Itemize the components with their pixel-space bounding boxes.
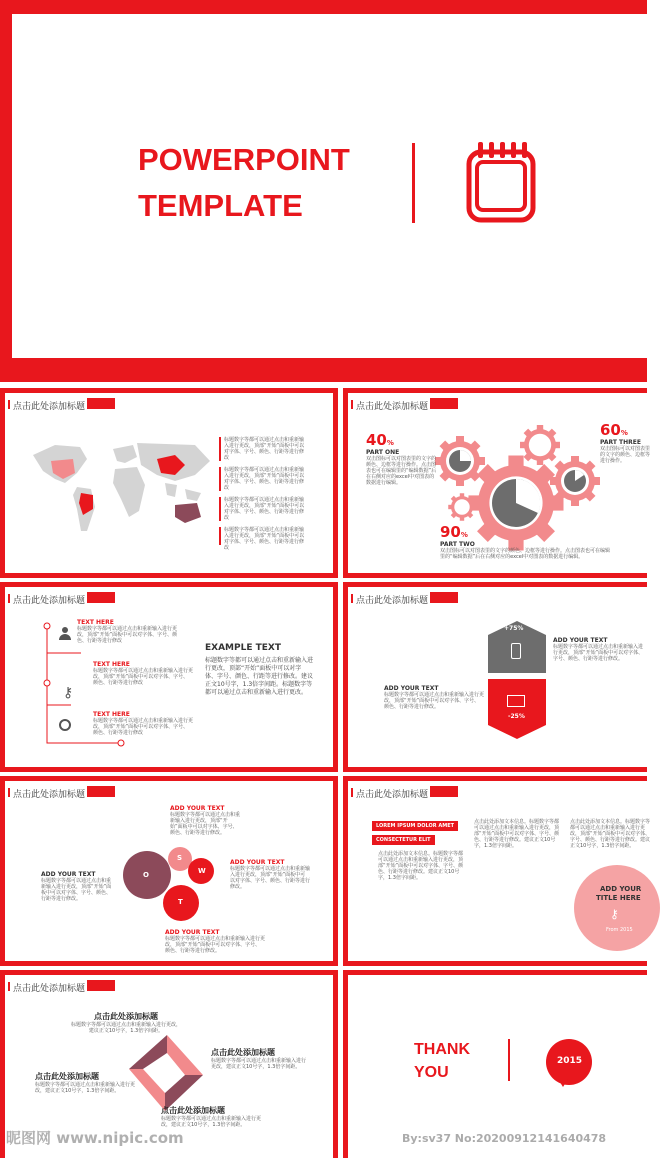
user-icon (59, 627, 71, 641)
slide-title: 点击此处添加标题 (13, 593, 85, 606)
map-note: 标题数字等都可以通过点击和重新输入进行更改，顶部“开始”面板中可以对字体、字号、颜色、行距等进行修改 (219, 437, 307, 461)
example-body: 标题数字等都可以通过点击和重新输入进行更改，顶部“开始”面板中可以对字体、字号、颜色、行距等进行修改。建议正文10号字，1.3倍字间距。标题数字等都可以通过点击和重新输入进行更改。 (205, 657, 314, 696)
part-two-label: PART TWO (440, 541, 475, 548)
phone-icon (511, 643, 521, 659)
pin-text: 标题数字等都可以通过点击和重新输入进行更改，建议正文10号字，1.3倍字间距。 (35, 1082, 136, 1094)
swot-letter-w: W (198, 867, 206, 875)
lorem-col-3: 点击此处添加文本信息。标题数字等都可以通过点击和重新输入进行更改，顶部“开始”面板中可以对字体、字号、颜色、行距等进行修改。建议正文10号字，1.3倍字间距。 (570, 819, 651, 849)
lorem-tag-1: LOREM IPSUM DOLOR AMET (372, 821, 458, 831)
part-three-label: PART THREE (600, 439, 641, 446)
timeline-item: TEXT HERE 标题数字等都可以通过点击和重新输入进行更改，顶部“开始”面板中可以对字体、字号、颜色、行距等进行修改 (93, 661, 194, 686)
top-percent: +75% (504, 625, 524, 632)
cover-title-line2: TEMPLATE (138, 188, 303, 223)
slide-title: 点击此处添加标题 (356, 787, 428, 800)
map-note: 标题数字等都可以通过点击和重新输入进行更改，顶部“开始”面板中可以对字体、字号、颜色、行距等进行修改 (219, 497, 307, 521)
map-notes (219, 437, 307, 551)
map-note: 标题数字等都可以通过点击和重新输入进行更改，顶部“开始”面板中可以对字体、字号、颜色、行距等进行修改 (219, 467, 307, 491)
swot-letter-o: O (143, 871, 149, 879)
map-note: 标题数字等都可以通过点击和重新输入进行更改，顶部“开始”面板中可以对字体、字号、颜色、行距等进行修改 (219, 527, 307, 545)
left-text: 标题数字等都可以通过点击和重新输入进行更改，顶部“开始”面板中可以对字体、字号、颜色、行距等进行修改。 (384, 692, 485, 710)
hexagon-graphic (488, 621, 546, 739)
monitor-icon (507, 695, 525, 707)
part-one (366, 431, 438, 486)
pin-text: 标题数字等都可以通过点击和重新输入进行更改，建议正文10号字，1.3倍字间距。 (71, 1022, 182, 1034)
watermark-right: By:sv37 No:20200912141640478 (402, 1132, 607, 1145)
cover-slide (0, 0, 647, 370)
swot-letter-s: S (177, 854, 183, 862)
swot-left-head: ADD YOUR TEXT (41, 871, 96, 878)
bulb-icon (59, 719, 71, 731)
swot-letter-t: T (178, 898, 183, 906)
key-icon: ⚷ (63, 685, 74, 701)
circle-line2: TITLE HERE (596, 894, 641, 902)
circle-from: From 2015 (606, 927, 633, 933)
slide-world-map (0, 388, 338, 578)
part-two-num: 90 (440, 523, 461, 541)
part-two-text: 双击图标可以对图表里的文字的颜色、边框等进行操作。点击图表也可在编辑里的“编辑数据”后在右侧对应的excel中对图表的数据进行编辑。 (440, 548, 611, 560)
pin-head: 点击此处添加标题 (94, 1012, 158, 1021)
swot-left-text: 标题数字等都可以通过点击和重新输入进行更改，顶部“开始”面板中可以对字体、字号、颜色、行距等进行修改。 (41, 878, 112, 902)
right-head: ADD YOUR TEXT (553, 637, 608, 644)
timeline-item: TEXT HERE 标题数字等都可以通过点击和重新输入进行更改，顶部“开始”面板中可以对字体、字号、颜色、行距等进行修改 (77, 619, 178, 644)
pinwheel-graphic (123, 1035, 209, 1111)
swot-bottom-head: ADD YOUR TEXT (165, 929, 220, 936)
timeline-item: TEXT HERE 标题数字等都可以通过点击和重新输入进行更改，顶部“开始”面板中可以对字体、字号、颜色、行距等进行修改 (93, 711, 194, 736)
right-text: 标题数字等都可以通过点击和重新输入进行更改，顶部“开始”面板中可以对字体、字号、颜色、行距等进行修改。 (553, 644, 644, 662)
slide-title: 点击此处添加标题 (13, 787, 85, 800)
cover-divider (412, 143, 415, 223)
year-pointer (558, 1079, 568, 1087)
pin-head: 点击此处添加标题 (161, 1106, 225, 1115)
watermark-left: 昵图网 www.nipic.com (6, 1129, 184, 1147)
slide-title: 点击此处添加标题 (356, 399, 428, 412)
example-heading: EXAMPLE TEXT (205, 643, 281, 653)
calendar-icon (465, 140, 537, 224)
left-head: ADD YOUR TEXT (384, 685, 439, 692)
part-three (600, 421, 652, 464)
part-one-label: PART ONE (366, 449, 400, 456)
slide-example-text (0, 582, 338, 772)
slide-thank-you (343, 970, 647, 1158)
swot-right-text: 标题数字等都可以通过点击和重新输入进行更改，顶部“开始”面板中可以对字体、字号、颜色、行距等进行修改。 (230, 866, 311, 890)
part-one-unit: % (386, 439, 394, 447)
swot-right-head: ADD YOUR TEXT (230, 859, 285, 866)
slide-title: 点击此处添加标题 (13, 981, 85, 994)
part-three-num: 60 (600, 421, 621, 439)
part-one-num: 40 (366, 431, 387, 449)
part-two (440, 523, 610, 560)
slide-title: 点击此处添加标题 (13, 399, 85, 412)
part-two-unit: % (460, 531, 468, 539)
bottom-percent: -25% (508, 713, 525, 720)
key-icon: ⚷ (610, 907, 619, 921)
pin-text: 标题数字等都可以通过点击和重新输入进行更改，建议正文10号字，1.3倍字间距。 (161, 1116, 262, 1128)
swot-bottom-text: 标题数字等都可以通过点击和重新输入进行更改，顶部“开始”面板中可以对字体、字号、颜色、行距等进行修改。 (165, 936, 266, 954)
swot-top-head: ADD YOUR TEXT (170, 805, 225, 812)
swot-graphic (117, 825, 227, 925)
thank-divider (508, 1039, 510, 1081)
lorem-col-2: 点击此处添加文本信息。标题数字等都可以通过点击和重新输入进行更改，顶部“开始”面板中可以对字体、字号、颜色、行距等进行修改。建议正文10号字，1.3倍字间距。 (474, 819, 560, 849)
slide-gears (343, 388, 651, 578)
circle-line1: ADD YOUR (600, 885, 642, 893)
part-one-text: 双击图标可以对图表里的文字的颜色、边框等进行操作。点击图表也可在编辑里的“编辑数据”后在右侧对应的excel中对图表的数据进行编辑。 (366, 456, 437, 486)
part-three-unit: % (620, 429, 628, 437)
part-three-text: 双击图标可以对图表里的文字的颜色、边框等进行操作。 (600, 446, 651, 464)
slide-title: 点击此处添加标题 (356, 593, 428, 606)
thank-line1: THANK (414, 1041, 470, 1058)
slide-swot (0, 776, 338, 966)
pin-head: 点击此处添加标题 (35, 1072, 99, 1081)
pin-text: 标题数字等都可以通过点击和重新输入进行更改，建议正文10号字，1.3倍字间距。 (211, 1058, 307, 1070)
lorem-col-1: 点击此处添加文本信息。标题数字等都可以通过点击和重新输入进行更改，顶部“开始”面板中可以对字体、字号、颜色、行距等进行修改。建议正文10号字，1.3倍字间距。 (378, 851, 464, 881)
swot-top-text: 标题数字等都可以通过点击和重新输入进行更改，顶部“开始”面板中可以对字体、字号、颜色、行距等进行修改。 (170, 812, 241, 836)
thank-line2: YOU (414, 1064, 449, 1081)
cover-title-line1: POWERPOINT (138, 142, 350, 177)
world-map (25, 435, 220, 545)
pin-head: 点击此处添加标题 (211, 1048, 275, 1057)
slide-hexagon (343, 582, 647, 772)
year-text: 2015 (557, 1056, 583, 1066)
lorem-tag-2: CONSECTETUR ELIT (372, 835, 435, 845)
slide-lorem (343, 776, 651, 966)
